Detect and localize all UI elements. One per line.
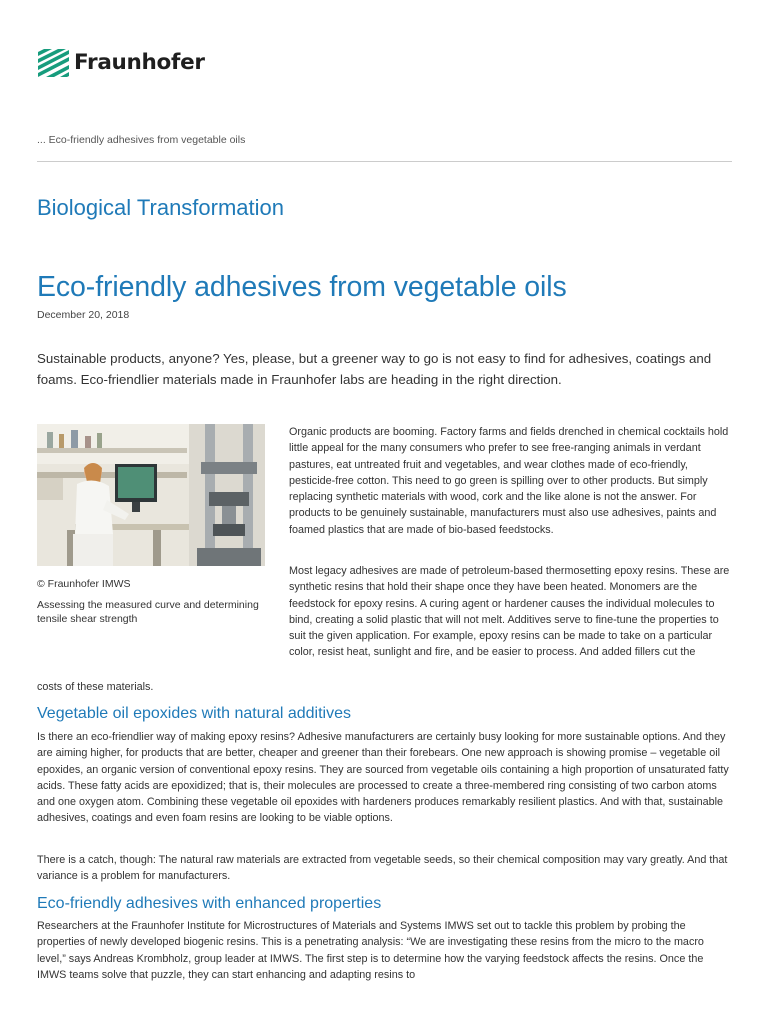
subheading-vegetable-oil-epoxides: Vegetable oil epoxides with natural additives [37,705,351,722]
lead-paragraph: Sustainable products, anyone? Yes, please, but a greener way to go is not easy to find for adhesives, coatings and foams. Eco-friendlier materials made in Fraunhofer labs are heading in the right direction. [37,351,712,387]
lab-photo-image [37,424,265,566]
subheading-enhanced-properties: Eco-friendly adhesives with enhanced properties [37,895,382,912]
breadcrumb[interactable]: ... Eco-friendly adhesives from vegetable oils [37,134,246,146]
section-title: Biological Transformation [37,195,285,220]
publication-date: December 20, 2018 [37,309,130,321]
brand-name: Fraunhofer [74,50,205,76]
figure-credit: © Fraunhofer IMWS [37,578,131,590]
body-paragraph-1: Organic products are booming. Factory farms and fields drenched in chemical cocktails hold little appeal for the many consumers who prefer to see free-ranging animals in verdant pastures, eat untreated fruit and vegetables, and wear clothes made of eco-friendly, pesticide-free cotton. This need to go green is spilling over to other products. But simply replacing synthetic materials with wood, cork and the like alone is not the answer. For products to be genuinely sustainable, manufacturers must also use adhesives, paints and foamed plastics that are made of bio-based feedstocks. [289,426,729,536]
body-paragraph-3: Is there an eco-friendlier way of making epoxy resins? Adhesive manufacturers are certainly busy looking for more sustainable options. And they are aiming higher, for products that are better, cheaper and greener than their forebears. One new approach is showing promise – vegetable oil epoxides, an organic version of conventional epoxy resins. They are sourced from vegetable oils containing a high proportion of unsaturated fatty acids. These fatty acids are epoxidized; that is, their molecules are processed to create a three-membered ring consisting of two carbon atoms and one oxygen atom. Combining these vegetable oil epoxides with hardeners produces remarkably resilient plastics. And with that, sustainable adhesives, coatings and even foam resins are looking to be viable options. [37,731,729,825]
figure-caption: Assessing the measured curve and determining tensile shear strength [37,599,259,625]
fraunhofer-logo[interactable] [38,48,205,78]
lab-photo [37,424,265,566]
body-paragraph-2: Most legacy adhesives are made of petroleum-based thermosetting epoxy resins. These are synthetic resins that hold their shape once they have been heated. Monomers are the feedstock for epoxy resins. A curing agent or hardener causes the individual molecules to bind, creating a solid plastic that will not melt. Additives serve to fine-tune the properties to suit the given application. For example, epoxy resins can be made to take on a particular color, resist heat, sunlight and fire, and be easier to process. And added fillers cut the [289,565,730,659]
header-divider [37,161,732,162]
page-title: Eco-friendly adhesives from vegetable oils [37,271,567,303]
body-paragraph-4: There is a catch, though: The natural raw materials are extracted from vegetable seeds, so their chemical composition may vary greatly. And that variance is a problem for manufacturers. [37,854,728,883]
body-paragraph-5: Researchers at the Fraunhofer Institute for Microstructures of Materials and Systems IMWS set out to tackle this problem by probing the properties of newly developed biogenic resins. This is a penetrating analysis: “We are investigating these resins from the micro to the macro level,” says Andreas Krombholz, group leader at IMWS. The first step is to determine how the varying feedstock affects the resins. Once the IMWS teams solve that puzzle, they can start enhancing and adapting resins to [37,920,704,981]
body-paragraph-2-tail: costs of these materials. [37,681,154,693]
fraunhofer-logo-icon [38,49,69,77]
